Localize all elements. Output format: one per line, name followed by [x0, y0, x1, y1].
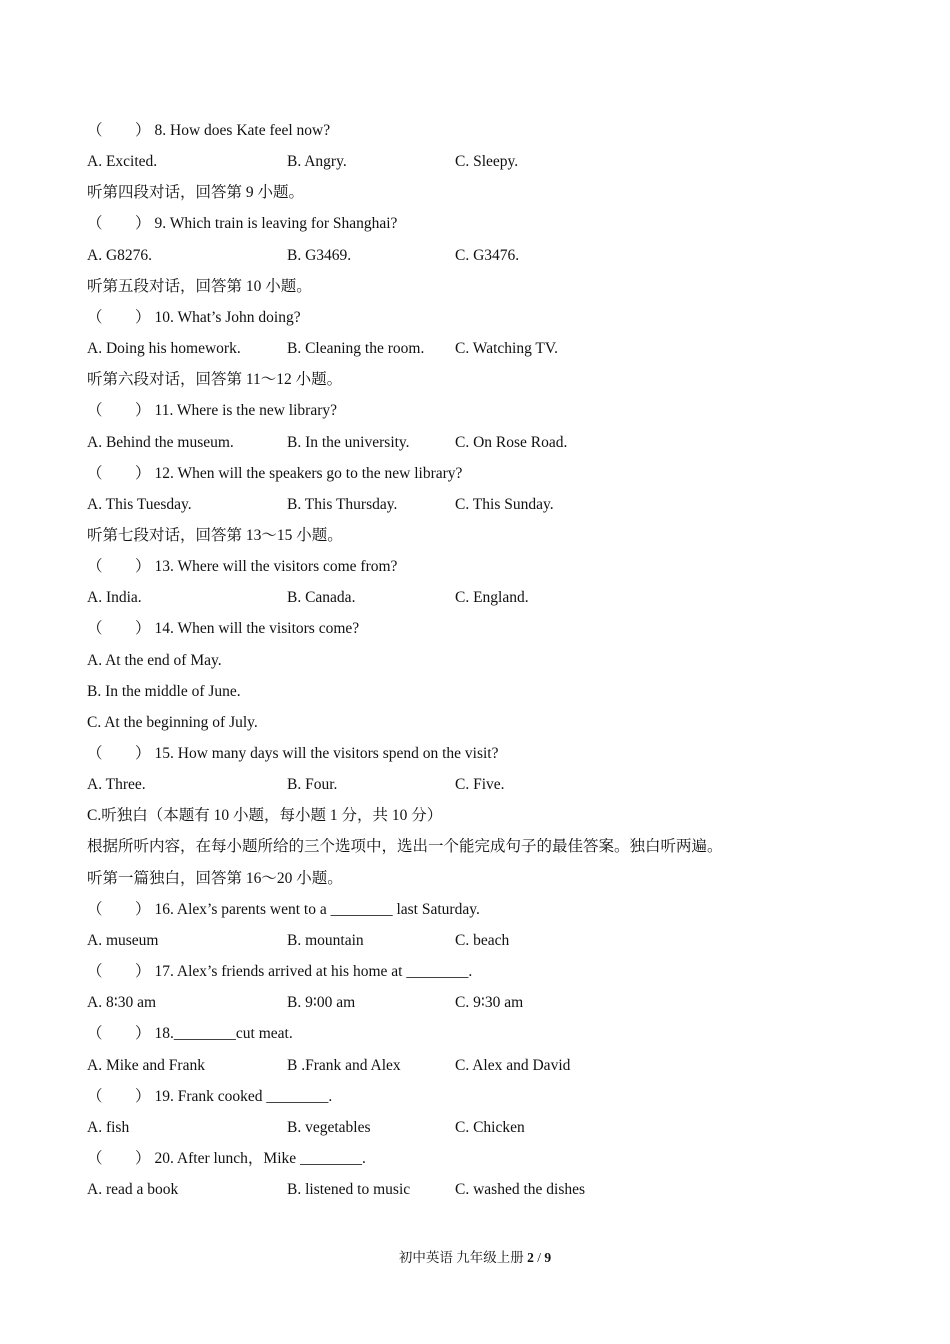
option-b: B. Canada. [287, 589, 356, 607]
option-b: B. vegetables [287, 1118, 371, 1136]
question-text: 9. Which train is leaving for Shanghai? [154, 215, 398, 233]
question-line [87, 962, 472, 982]
question-line [87, 214, 397, 234]
answer-blank-open: （ [87, 1149, 103, 1167]
text-line: A. At the end of May. [87, 651, 222, 669]
answer-blank-open: （ [87, 215, 103, 233]
answer-blank-close: ） [135, 464, 151, 482]
text-line: 听第一篇独白，回答第 16～20 小题。 [87, 869, 343, 887]
answer-blank-open: （ [87, 900, 103, 918]
question-text: 12. When will the speakers go to the new library? [154, 464, 463, 482]
answer-blank-open: （ [87, 1087, 103, 1105]
option-a: A. 8∶30 am [87, 994, 157, 1012]
answer-blank-close: ） [135, 900, 151, 918]
page-total: 9 [544, 1250, 552, 1265]
option-b: B. listened to music [287, 1181, 411, 1199]
question-line [87, 1087, 332, 1107]
answer-blank-close: ） [135, 1149, 151, 1167]
option-c: C. Sleepy. [455, 153, 519, 171]
question-line [87, 900, 480, 920]
answer-blank-open: （ [87, 308, 103, 326]
question-text: 16. Alex’s parents went to a ________ last Saturday. [154, 900, 480, 918]
option-b: B. mountain [287, 931, 364, 949]
answer-blank-open: （ [87, 402, 103, 420]
answer-blank-close: ） [135, 620, 151, 638]
text-line: C. At the beginning of July. [87, 713, 258, 731]
option-b: B. Angry. [287, 153, 347, 171]
option-a: A. fish [87, 1118, 130, 1136]
text-line: 听第七段对话，回答第 13～15 小题。 [87, 526, 343, 544]
option-c: C. beach [455, 931, 510, 949]
option-b: B. Four. [287, 776, 338, 794]
question-text: 19. Frank cooked ________. [154, 1087, 333, 1105]
question-text: 8. How does Kate feel now? [154, 122, 331, 139]
text-line: 听第五段对话，回答第 10 小题。 [87, 277, 312, 295]
answer-blank-open: （ [87, 745, 103, 762]
option-a: A. read a book [87, 1181, 179, 1199]
answer-blank-open: （ [87, 963, 103, 981]
question-line [87, 619, 359, 639]
page-footer [0, 1246, 950, 1266]
question-text: 18.________cut meat. [154, 1025, 293, 1043]
answer-blank-close: ） [135, 215, 151, 233]
question-line [87, 121, 330, 141]
option-a: A. This Tuesday. [87, 495, 192, 513]
answer-blank-open: （ [87, 464, 103, 482]
option-a: A. India. [87, 589, 142, 607]
option-c: C. 9∶30 am [455, 994, 524, 1012]
option-c: C. Chicken [455, 1118, 525, 1136]
question-text: 17. Alex’s friends arrived at his home at ________. [154, 963, 473, 981]
text-line: 听第六段对话，回答第 11～12 小题。 [87, 371, 343, 389]
option-c: C. Alex and David [455, 1056, 571, 1074]
text-line: B. In the middle of June. [87, 682, 241, 700]
answer-blank-open: （ [87, 1025, 103, 1043]
answer-blank-close: ） [135, 963, 151, 981]
question-text: 14. When will the visitors come? [154, 620, 360, 638]
option-c: C. England. [455, 589, 529, 607]
option-b: B. This Thursday. [287, 495, 398, 513]
answer-blank-close: ） [135, 558, 151, 576]
answer-blank-close: ） [135, 402, 151, 420]
option-a: A. Behind the museum. [87, 433, 234, 451]
option-a: A. Doing his homework. [87, 340, 241, 358]
question-line [87, 557, 397, 577]
question-text: 10. What’s John doing? [154, 308, 301, 326]
option-c: C. This Sunday. [455, 495, 554, 513]
option-b: B .Frank and Alex [287, 1056, 401, 1074]
option-a: A. G8276. [87, 246, 153, 264]
footer-label: 初中英语 九年级上册 [398, 1250, 524, 1265]
page-separator: / [537, 1250, 541, 1265]
question-text: 20. After lunch，Mike ________. [154, 1149, 366, 1167]
text-line: 根据所听内容，在每小题所给的三个选项中，选出一个能完成句子的最佳答案。独白听两遍。 [87, 838, 723, 856]
question-line [87, 464, 462, 484]
answer-blank-close: ） [135, 308, 151, 326]
answer-blank-close: ） [135, 1087, 151, 1105]
question-line [87, 744, 499, 764]
option-a: A. museum [87, 931, 159, 949]
option-b: B. 9∶00 am [287, 994, 356, 1012]
answer-blank-close: ） [135, 1025, 151, 1043]
option-a: A. Excited. [87, 153, 158, 171]
answer-blank-close: ） [135, 122, 151, 139]
question-line [87, 1024, 293, 1044]
option-c: C. G3476. [455, 246, 520, 264]
option-b: B. G3469. [287, 246, 352, 264]
answer-blank-open: （ [87, 620, 103, 638]
page-number: 2 [527, 1250, 534, 1265]
option-c: C. On Rose Road. [455, 433, 568, 451]
text-line: 听第四段对话，回答第 9 小题。 [87, 184, 305, 202]
answer-blank-close: ） [135, 745, 151, 762]
question-line [87, 401, 337, 421]
option-b: B. In the university. [287, 433, 410, 451]
option-c: C. washed the dishes [455, 1181, 586, 1199]
question-line [87, 308, 301, 328]
option-a: A. Mike and Frank [87, 1056, 205, 1074]
text-line: C.听独白（本题有 10 小题，每小题 1 分，共 10 分） [87, 807, 443, 825]
option-c: C. Five. [455, 776, 505, 794]
option-b: B. Cleaning the room. [287, 340, 425, 358]
question-text: 15. How many days will the visitors spend on the visit? [154, 745, 499, 762]
question-line [87, 1149, 366, 1169]
option-c: C. Watching TV. [455, 340, 558, 358]
answer-blank-open: （ [87, 558, 103, 576]
answer-blank-open: （ [87, 122, 103, 139]
question-text: 13. Where will the visitors come from? [154, 558, 398, 576]
option-a: A. Three. [87, 776, 146, 794]
question-text: 11. Where is the new library? [154, 402, 338, 420]
